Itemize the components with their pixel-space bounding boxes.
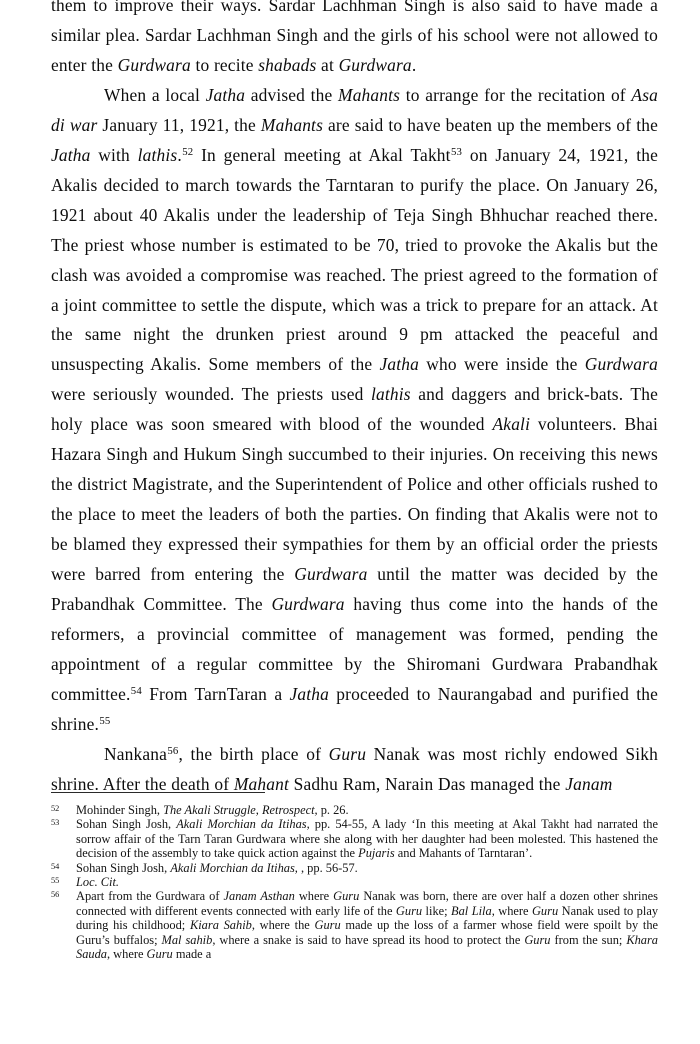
footnote-text-run: Apart from the Gurdwara of (76, 889, 224, 904)
footnote-number-56: 56 (51, 890, 60, 900)
footnote-number-52: 52 (51, 804, 60, 813)
footnote-text-run: where (294, 889, 334, 904)
paragraph-text-italic-run: Gurdwara (271, 594, 345, 615)
paragraph-text-run: Nanak was most richly endowed Sikh shrine. After the death of (51, 743, 658, 794)
footnote-text-italic-run: Guru (395, 903, 423, 918)
paragraph-text-italic-run: Jatha (51, 144, 91, 165)
footnote-text-run: Nanak was born, there are over half a dozen other shrines connected with different events connected with early life of the (76, 889, 658, 918)
footnote-text-italic-run: Guru (314, 918, 341, 933)
footnote-text-run: from the sun; (550, 932, 627, 947)
paragraph-text-italic-run: Gurdwara (584, 354, 658, 375)
footnote-text-italic-run: The Akali Struggle, Retrospect, (163, 803, 318, 817)
footnote-text-italic-run: Guru (524, 932, 551, 947)
footnote-text-54 (76, 861, 658, 875)
footnote-text-italic-run: Mal sahib (161, 932, 213, 947)
footnote-number-54: 54 (51, 861, 60, 871)
paragraph-text-italic-run: Mahants (260, 114, 324, 135)
body-text-block (51, 0, 658, 800)
paragraph-text-run: with (90, 144, 138, 165)
paragraph-text-run: In general meeting at Akal Takht (193, 144, 451, 165)
footnote-text-55 (76, 875, 658, 889)
footnote-text-run: made up the loss of a farmer whose field were spoilt by the Guru’s buffalos; (76, 918, 659, 947)
footnote-item-53 (51, 817, 658, 860)
paragraph-text-run: who were inside the (419, 354, 585, 375)
footnote-text-italic-run: Guru (146, 947, 173, 962)
paragraph-text-run: them to improve their ways. Sardar Lachhman Singh is also said to have made a similar plea. Sardar Lachhman Singh and the girls of his school were not allowed to enter the (51, 0, 658, 75)
paragraph-text-italic-run: lathis (137, 144, 178, 165)
paragraph-text-run: advised the (245, 84, 339, 105)
paragraph-text-run: at (316, 54, 339, 75)
paragraph-text-italic-run: Jatha (289, 683, 330, 704)
paragraph-text-italic-run: Akali (492, 414, 531, 435)
footnote-text-italic-run: Janam Asthan (223, 889, 295, 904)
paragraph-text-run: From TarnTaran a (141, 683, 290, 704)
paragraph-p1 (51, 0, 658, 81)
paragraph-text-run: to arrange for the recitation of (400, 84, 632, 105)
footnote-text-run: like; (422, 903, 452, 918)
paragraph-text-run: . (411, 54, 417, 75)
footnote-text-run: Sohan Singh Josh, (76, 860, 171, 875)
footnote-text-run: , where a snake is said to have spread its hood to protect the (212, 932, 525, 947)
paragraph-text-run: , the birth place of (178, 743, 329, 764)
paragraph-text-italic-run: Gurdwara (294, 564, 368, 585)
footnote-text-italic-run: Khara Sauda (76, 932, 658, 962)
footnote-text-run: , where (491, 903, 532, 918)
footnote-text-italic-run: Bal Lila (451, 903, 492, 918)
footnote-text-run: and Mahants of Tarntaran’. (394, 846, 533, 861)
footnote-text-run: Nanak used to play during his childhood; (76, 903, 659, 933)
footnotes-block (51, 803, 658, 961)
footnote-text-run: pp. 54-55, A lady ‘In this meeting at Akal Takht had narrated the sorrow affair of the Tarn Taran Gurdwara where she along with her daughter had been molested. This hastened the decision of the assembly to take quick action against the (76, 817, 658, 861)
footnote-text-run: Mohinder Singh, (76, 803, 164, 817)
paragraph-text-run: proceeded to Naurangabad and purified the shrine. (51, 683, 659, 734)
footnote-number-53: 53 (51, 818, 60, 828)
paragraph-p2 (51, 81, 658, 740)
footnote-text-italic-run: Loc. Cit. (76, 875, 120, 890)
paragraph-p3 (51, 740, 658, 800)
footnote-item-55 (51, 875, 658, 889)
paragraph-text-run: until the matter was decided by the Prabandhak Committee. The (51, 564, 658, 615)
footnote-text-run: , where (106, 947, 147, 962)
paragraph-text-italic-run: Gurdwara (338, 54, 412, 75)
footnote-text-run: , pp. 56-57. (297, 860, 358, 875)
paragraph-text-run: January 11, 1921, the (97, 114, 261, 135)
paragraph-text-run: were seriously wounded. The priests used (51, 384, 371, 405)
footnote-text-italic-run: Akali Morchian da Itihas, (170, 860, 298, 875)
paragraph-text-run: are said to have beaten up the members of the (323, 114, 658, 135)
footnote-text-italic-run: Kiara Sahib (189, 918, 252, 933)
footnote-text-run: , where the (251, 918, 315, 933)
paragraph-text-italic-run: Asa di war (51, 84, 658, 135)
paragraph-text-italic-run: Mahant (233, 773, 289, 794)
paragraph-text-run: and daggers and brick-bats. The holy place was soon smeared with blood of the wounded (51, 384, 658, 435)
paragraph-text-italic-run: Guru (328, 743, 367, 764)
paragraph-text-italic-run: Mahants (338, 84, 401, 105)
footnote-text-italic-run: Pujaris (358, 846, 395, 861)
paragraph-text-run: Sadhu Ram, Narain Das managed the (289, 773, 566, 794)
paragraph-text-run: Nankana (104, 743, 168, 764)
footnote-text-run: Sohan Singh Josh, (76, 817, 177, 832)
footnote-text-italic-run: Akali Morchian da Itihas, (176, 817, 310, 832)
paragraph-text-run: . (177, 144, 182, 165)
paragraph-text-run: having thus come into the hands of the reformers, a provincial committee of management was formed, pending the appointment of a regular committee by the Shiromani Gurdwara Prabandhak committee. (51, 594, 658, 704)
footnote-number-55: 55 (51, 876, 60, 886)
footnote-text-run: made a (172, 947, 212, 962)
footnote-item-56 (51, 889, 658, 961)
footnote-item-54 (51, 861, 658, 875)
footnote-text-italic-run: Guru (531, 903, 559, 918)
paragraph-text-italic-run: Janam (565, 773, 613, 794)
footnote-reference-52: 52 (182, 146, 194, 159)
paragraph-text-italic-run: lathis (371, 384, 411, 405)
paragraph-text-italic-run: Jatha (205, 84, 246, 105)
paragraph-text-run: When a local (104, 84, 206, 105)
footnote-text-run: p. 26. (317, 803, 349, 817)
footnote-reference-56: 56 (167, 745, 179, 758)
paragraph-text-italic-run: shabads (258, 54, 317, 75)
paragraph-text-italic-run: Gurdwara (117, 54, 191, 75)
footnote-text-56 (76, 889, 658, 961)
footnote-reference-53: 53 (450, 146, 463, 159)
paragraph-text-run: to recite (190, 54, 259, 75)
footnote-reference-54: 54 (130, 685, 142, 698)
paragraph-text-run: on January 24, 1921, the Akalis decided to march towards the Tarntaran to purify the place. On January 26, 1921 about 40 Akalis under the leadership of Teja Singh Bhhuchar reached there. The priest whose number is estimated to be 70, tried to provoke the Akalis but the clash was avoided a compromise was reached. The priest agreed to the formation of a joint committee to settle the dispute, which was a trick to prepare for an attack. At the same night the drunken priest around 9 pm attacked the peaceful and unsuspecting Akalis. Some members of the (51, 144, 658, 375)
footnote-reference-55: 55 (99, 715, 111, 728)
footnote-text-italic-run: Guru (333, 889, 360, 904)
footnote-item-52 (51, 803, 658, 817)
paragraph-text-italic-run: Jatha (379, 354, 420, 375)
footnote-separator-rule (51, 792, 265, 793)
footnote-text-52 (76, 803, 658, 817)
footnote-text-53 (76, 817, 658, 860)
paragraph-text-run: volunteers. Bhai Hazara Singh and Hukum Singh succumbed to their injuries. On receiving this news the district Magistrate, and the Superintendent of Police and other officials rushed to the place to meet the leaders of both the parties. On finding that Akalis were not to be blamed they expressed their sympathies for them by an official order the priests were barred from entering the (51, 414, 658, 585)
